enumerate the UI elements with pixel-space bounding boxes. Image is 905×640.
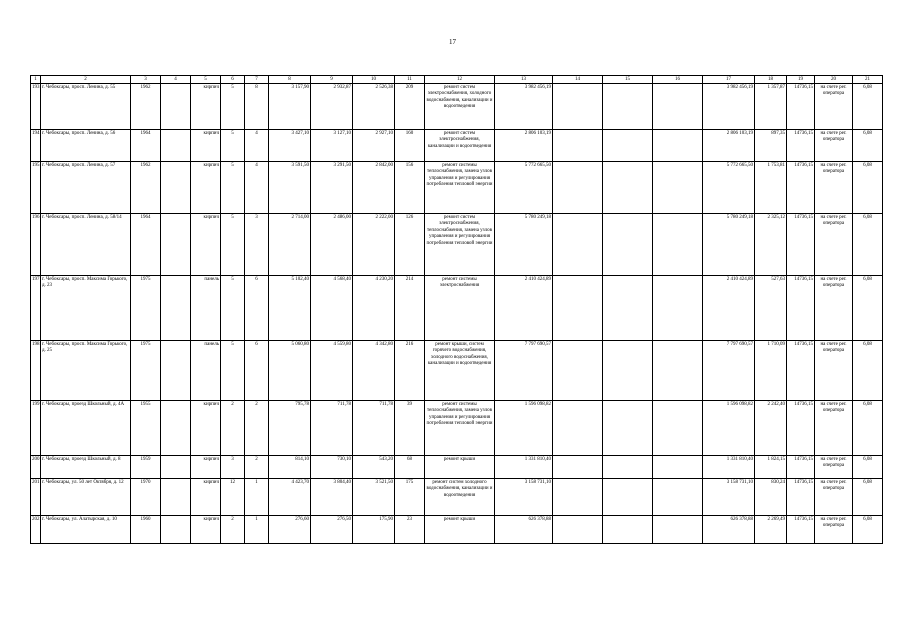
table-cell-col-6: 5: [221, 162, 245, 214]
table-cell-col-8: 4 423,70: [269, 479, 311, 516]
table-cell-col-4: [161, 479, 191, 516]
table-cell-col-3: 1962: [131, 162, 161, 214]
table-cell-col-19: 14736,15: [787, 516, 815, 544]
table-cell-col-18: 1 753,81: [755, 162, 787, 214]
table-cell-col-9: 2 486,00: [311, 214, 353, 276]
table-cell-col-3: 1964: [131, 214, 161, 276]
table-cell-col-5: кирпич: [191, 516, 221, 544]
table-cell-col-20: на счете рег. оператора: [815, 456, 853, 479]
table-cell-col-1: 195: [31, 162, 41, 214]
column-number: 20: [815, 76, 853, 84]
table-cell-col-10: 2 526,38: [353, 84, 395, 130]
table-cell-col-1: 197: [31, 276, 41, 341]
table-cell-col-4: [161, 516, 191, 544]
table-cell-col-9: 3 804,40: [311, 479, 353, 516]
table-cell-col-5: кирпич: [191, 162, 221, 214]
table-cell-col-20: на счете рег. оператора: [815, 479, 853, 516]
table-cell-col-7: 8: [245, 84, 269, 130]
table-row: [31, 84, 883, 130]
table-cell-col-17: 7 797 690,57: [703, 341, 755, 401]
table-cell-col-6: 5: [221, 84, 245, 130]
table-cell-col-2: г. Чебоксары, просп. Максима Горького, д. 25: [41, 341, 131, 401]
table-row: [31, 276, 883, 341]
table-cell-col-11: 175: [395, 479, 425, 516]
table-cell-col-9: 730,10: [311, 456, 353, 479]
table-cell-col-10: 3 521,50: [353, 479, 395, 516]
table-cell-col-7: 1: [245, 516, 269, 544]
table-cell-col-5: кирпич: [191, 84, 221, 130]
table-cell-col-19: 14736,15: [787, 214, 815, 276]
table-cell-col-5: панель: [191, 341, 221, 401]
column-number: 3: [131, 76, 161, 84]
table-cell-col-11: 68: [395, 456, 425, 479]
table-cell-col-17: 626 378,88: [703, 516, 755, 544]
table-cell-col-13: 7 797 690,57: [495, 341, 553, 401]
table-cell-col-15: [603, 276, 653, 341]
table-cell-col-21: 6,08: [853, 479, 883, 516]
table-cell-col-12: ремонт крыши: [425, 516, 495, 544]
column-number: 1: [31, 76, 41, 84]
table-cell-col-21: 6,08: [853, 162, 883, 214]
table-cell-col-5: кирпич: [191, 130, 221, 162]
table-cell-col-13: 3 158 731,10: [495, 479, 553, 516]
table-cell-col-14: [553, 479, 603, 516]
table-cell-col-1: 200: [31, 456, 41, 479]
table-cell-col-14: [553, 214, 603, 276]
column-number: 7: [245, 76, 269, 84]
table-cell-col-1: 196: [31, 214, 41, 276]
table-cell-col-14: [553, 130, 603, 162]
table-cell-col-1: 194: [31, 130, 41, 162]
table-cell-col-12: ремонт крыши, систем горячего водоснабжения, холодного водоснабжения, канализации и водоотведения: [425, 341, 495, 401]
table-cell-col-9: 4 568,40: [311, 276, 353, 341]
column-number: 11: [395, 76, 425, 84]
table-cell-col-16: [653, 401, 703, 456]
table-cell-col-6: 5: [221, 341, 245, 401]
table-row: [31, 341, 883, 401]
table-cell-col-2: г. Чебоксары, просп. Ленина, д. 58/14: [41, 214, 131, 276]
table-row: [31, 162, 883, 214]
table-cell-col-1: 193: [31, 84, 41, 130]
table-cell-col-20: на счете рег. оператора: [815, 84, 853, 130]
column-number: 12: [425, 76, 495, 84]
table-cell-col-8: 3 157,90: [269, 84, 311, 130]
table-cell-col-7: 2: [245, 456, 269, 479]
table-cell-col-12: ремонт системы электроснабжения: [425, 276, 495, 341]
column-number: 13: [495, 76, 553, 84]
table-cell-col-4: [161, 341, 191, 401]
table-cell-col-21: 6,08: [853, 84, 883, 130]
table-cell-col-5: кирпич: [191, 401, 221, 456]
table-cell-col-3: 1955: [131, 401, 161, 456]
table-cell-col-15: [603, 401, 653, 456]
table-cell-col-4: [161, 162, 191, 214]
table-cell-col-20: на счете рег. оператора: [815, 341, 853, 401]
table-cell-col-3: 1964: [131, 130, 161, 162]
table-cell-col-7: 3: [245, 214, 269, 276]
table-cell-col-8: 5 102,40: [269, 276, 311, 341]
table-cell-col-11: 216: [395, 341, 425, 401]
table-cell-col-13: 2 806 103,19: [495, 130, 553, 162]
column-number: 16: [653, 76, 703, 84]
table-cell-col-21: 6,08: [853, 130, 883, 162]
table-cell-col-8: 5 060,80: [269, 341, 311, 401]
table-cell-col-15: [603, 479, 653, 516]
column-number: 5: [191, 76, 221, 84]
column-number: 9: [311, 76, 353, 84]
table-cell-col-12: ремонт крыши: [425, 456, 495, 479]
table-cell-col-14: [553, 162, 603, 214]
column-number: 6: [221, 76, 245, 84]
table-cell-col-10: 175,90: [353, 516, 395, 544]
table-cell-col-2: г. Чебоксары, проезд Школьный, д. 8: [41, 456, 131, 479]
table-cell-col-7: 1: [245, 479, 269, 516]
table-cell-col-12: ремонт систем холодного водоснабжения, канализации и водоотведения: [425, 479, 495, 516]
table-cell-col-4: [161, 456, 191, 479]
table-cell-col-21: 6,08: [853, 341, 883, 401]
table-cell-col-18: 2 269,49: [755, 516, 787, 544]
table-row: [31, 456, 883, 479]
table-cell-col-8: 814,10: [269, 456, 311, 479]
table-cell-col-19: 14736,15: [787, 84, 815, 130]
table-cell-col-13: 1 596 098,82: [495, 401, 553, 456]
table-cell-col-6: 5: [221, 214, 245, 276]
column-number: 8: [269, 76, 311, 84]
column-number: 19: [787, 76, 815, 84]
table-cell-col-6: 5: [221, 130, 245, 162]
table-cell-col-18: 1 710,09: [755, 341, 787, 401]
table-cell-col-19: 14736,15: [787, 130, 815, 162]
table-cell-col-15: [603, 130, 653, 162]
column-number-row: [31, 76, 883, 84]
table-cell-col-15: [603, 84, 653, 130]
table-cell-col-10: 2 222,00: [353, 214, 395, 276]
table-cell-col-14: [553, 84, 603, 130]
column-number: 15: [603, 76, 653, 84]
table-cell-col-8: 2 714,00: [269, 214, 311, 276]
table-cell-col-3: 1962: [131, 84, 161, 130]
table-cell-col-17: 2 806 103,19: [703, 130, 755, 162]
column-number: 14: [553, 76, 603, 84]
table-cell-col-7: 6: [245, 276, 269, 341]
table-cell-col-5: панель: [191, 276, 221, 341]
column-number: 10: [353, 76, 395, 84]
table-cell-col-3: 1959: [131, 456, 161, 479]
table-cell-col-20: на счете рег. оператора: [815, 516, 853, 544]
table-cell-col-3: 1970: [131, 479, 161, 516]
table-cell-col-19: 14736,15: [787, 479, 815, 516]
table-cell-col-2: г. Чебоксары, просп. Ленина, д. 57: [41, 162, 131, 214]
table-cell-col-19: 14736,15: [787, 456, 815, 479]
table-row: [31, 130, 883, 162]
table-cell-col-1: 199: [31, 401, 41, 456]
table-cell-col-2: г. Чебоксары, просп. Максима Горького, д. 23: [41, 276, 131, 341]
table-cell-col-14: [553, 456, 603, 479]
table-cell-col-7: 4: [245, 130, 269, 162]
table-cell-col-16: [653, 479, 703, 516]
table-cell-col-11: 214: [395, 276, 425, 341]
table-cell-col-1: 201: [31, 479, 41, 516]
table-row: [31, 401, 883, 456]
table-cell-col-15: [603, 456, 653, 479]
table-cell-col-16: [653, 214, 703, 276]
table-cell-col-11: 126: [395, 214, 425, 276]
column-number: 21: [853, 76, 883, 84]
table-cell-col-7: 2: [245, 401, 269, 456]
table-cell-col-17: 5 772 665,50: [703, 162, 755, 214]
table-cell-col-16: [653, 341, 703, 401]
table-cell-col-13: 1 331 810,40: [495, 456, 553, 479]
table-cell-col-17: 5 780 249,18: [703, 214, 755, 276]
table-cell-col-9: 276,50: [311, 516, 353, 544]
table-cell-col-17: 1 596 098,82: [703, 401, 755, 456]
table-cell-col-1: 202: [31, 516, 41, 544]
table-cell-col-12: ремонт систем электроснабжения, канализации и водоотведения: [425, 130, 495, 162]
table-cell-col-18: 2 242,40: [755, 401, 787, 456]
table-cell-col-10: 2 927,10: [353, 130, 395, 162]
table-cell-col-12: ремонт системы теплоснабжения, замена узлов управления и регулирования потребления тепловой энергии: [425, 401, 495, 456]
table-cell-col-16: [653, 130, 703, 162]
table-cell-col-21: 6,08: [853, 276, 883, 341]
column-number: 18: [755, 76, 787, 84]
table-cell-col-10: 4 342,80: [353, 341, 395, 401]
table-cell-col-3: 1960: [131, 516, 161, 544]
table-cell-col-16: [653, 84, 703, 130]
table-cell-col-4: [161, 276, 191, 341]
table-cell-col-10: 543,20: [353, 456, 395, 479]
table-cell-col-19: 14736,15: [787, 162, 815, 214]
table-cell-col-19: 14736,15: [787, 401, 815, 456]
table-cell-col-11: 156: [395, 162, 425, 214]
table-cell-col-6: 2: [221, 516, 245, 544]
table-cell-col-18: 2 325,12: [755, 214, 787, 276]
table-cell-col-21: 6,08: [853, 456, 883, 479]
table-cell-col-9: 4 559,80: [311, 341, 353, 401]
table-cell-col-16: [653, 456, 703, 479]
table-cell-col-11: 39: [395, 401, 425, 456]
table-cell-col-17: 3 158 731,10: [703, 479, 755, 516]
table-cell-col-2: г. Чебоксары, ул. 50 лет Октября, д. 12: [41, 479, 131, 516]
table-cell-col-15: [603, 341, 653, 401]
table-cell-col-14: [553, 516, 603, 544]
table-cell-col-13: 5 772 665,50: [495, 162, 553, 214]
table-cell-col-2: г. Чебоксары, просп. Ленина, д. 55: [41, 84, 131, 130]
table-cell-col-4: [161, 130, 191, 162]
table-cell-col-8: 795,78: [269, 401, 311, 456]
table-cell-col-5: кирпич: [191, 479, 221, 516]
table-row: [31, 516, 883, 544]
table-cell-col-14: [553, 276, 603, 341]
table-cell-col-8: 3 591,50: [269, 162, 311, 214]
table-cell-col-13: 5 780 249,18: [495, 214, 553, 276]
table-cell-col-7: 4: [245, 162, 269, 214]
table-cell-col-5: кирпич: [191, 214, 221, 276]
table-cell-col-2: г. Чебоксары, ул. Алатырская, д. 10: [41, 516, 131, 544]
column-number: 2: [41, 76, 131, 84]
table-cell-col-9: 2 932,87: [311, 84, 353, 130]
table-cell-col-21: 6,08: [853, 516, 883, 544]
table-cell-col-14: [553, 401, 603, 456]
table-cell-col-11: 23: [395, 516, 425, 544]
table-cell-col-11: 209: [395, 84, 425, 130]
table-cell-col-15: [603, 516, 653, 544]
table-cell-col-2: г. Чебоксары, проезд Школьный, д. 4А: [41, 401, 131, 456]
table-cell-col-20: на счете рег. оператора: [815, 214, 853, 276]
column-number: 4: [161, 76, 191, 84]
column-number: 17: [703, 76, 755, 84]
table-cell-col-9: 3 291,50: [311, 162, 353, 214]
table-cell-col-16: [653, 516, 703, 544]
table-cell-col-2: г. Чебоксары, просп. Ленина, д. 56: [41, 130, 131, 162]
table-cell-col-6: 3: [221, 456, 245, 479]
table-cell-col-16: [653, 276, 703, 341]
table-cell-col-14: [553, 341, 603, 401]
table-cell-col-20: на счете рег. оператора: [815, 130, 853, 162]
table-cell-col-16: [653, 162, 703, 214]
table-cell-col-11: 160: [395, 130, 425, 162]
table-cell-col-8: 276,60: [269, 516, 311, 544]
table-cell-col-6: 12: [221, 479, 245, 516]
table-cell-col-10: 711,78: [353, 401, 395, 456]
table-cell-col-13: 2 410 424,89: [495, 276, 553, 341]
table-cell-col-6: 5: [221, 276, 245, 341]
table-cell-col-4: [161, 214, 191, 276]
table-cell-col-9: 3 127,10: [311, 130, 353, 162]
table-cell-col-18: 1 824,15: [755, 456, 787, 479]
table-cell-col-15: [603, 214, 653, 276]
table-cell-col-9: 711,78: [311, 401, 353, 456]
table-cell-col-3: 1975: [131, 276, 161, 341]
table-cell-col-21: 6,08: [853, 401, 883, 456]
table-cell-col-17: 2 410 424,89: [703, 276, 755, 341]
table-cell-col-18: 897,35: [755, 130, 787, 162]
table-cell-col-15: [603, 162, 653, 214]
table-cell-col-13: 626 378,88: [495, 516, 553, 544]
repair-program-table: [30, 75, 883, 544]
table-cell-col-10: 4 230,20: [353, 276, 395, 341]
table-cell-col-12: ремонт систем электроснабжения, холодного водоснабжения, канализации и водоотведения: [425, 84, 495, 130]
table-cell-col-20: на счете рег. оператора: [815, 162, 853, 214]
table-cell-col-17: 1 331 810,40: [703, 456, 755, 479]
table-cell-col-20: на счете рег. оператора: [815, 401, 853, 456]
table-cell-col-6: 2: [221, 401, 245, 456]
table-row: [31, 479, 883, 516]
table-cell-col-3: 1975: [131, 341, 161, 401]
table-cell-col-12: ремонт систем электроснабжения, теплоснабжения, замена узлов управления и регулирования потребления тепловой энергии: [425, 214, 495, 276]
table-cell-col-7: 6: [245, 341, 269, 401]
table-cell-col-18: 830,24: [755, 479, 787, 516]
table-cell-col-8: 3 427,10: [269, 130, 311, 162]
table-row: [31, 214, 883, 276]
table-cell-col-4: [161, 84, 191, 130]
table-cell-col-5: кирпич: [191, 456, 221, 479]
table-cell-col-19: 14736,15: [787, 276, 815, 341]
table-cell-col-1: 198: [31, 341, 41, 401]
table-cell-col-21: 6,08: [853, 214, 883, 276]
table-cell-col-18: 527,63: [755, 276, 787, 341]
table-cell-col-19: 14736,15: [787, 341, 815, 401]
table-cell-col-18: 1 357,87: [755, 84, 787, 130]
page-number: 17: [449, 38, 456, 46]
table-cell-col-13: 3 982 456,19: [495, 84, 553, 130]
table-cell-col-10: 2 842,00: [353, 162, 395, 214]
table-cell-col-17: 3 982 456,19: [703, 84, 755, 130]
table-cell-col-20: на счете рег. оператора: [815, 276, 853, 341]
table-cell-col-12: ремонт системы теплоснабжения, замена узлов управления и регулирования потребления тепловой энергии: [425, 162, 495, 214]
table-cell-col-4: [161, 401, 191, 456]
